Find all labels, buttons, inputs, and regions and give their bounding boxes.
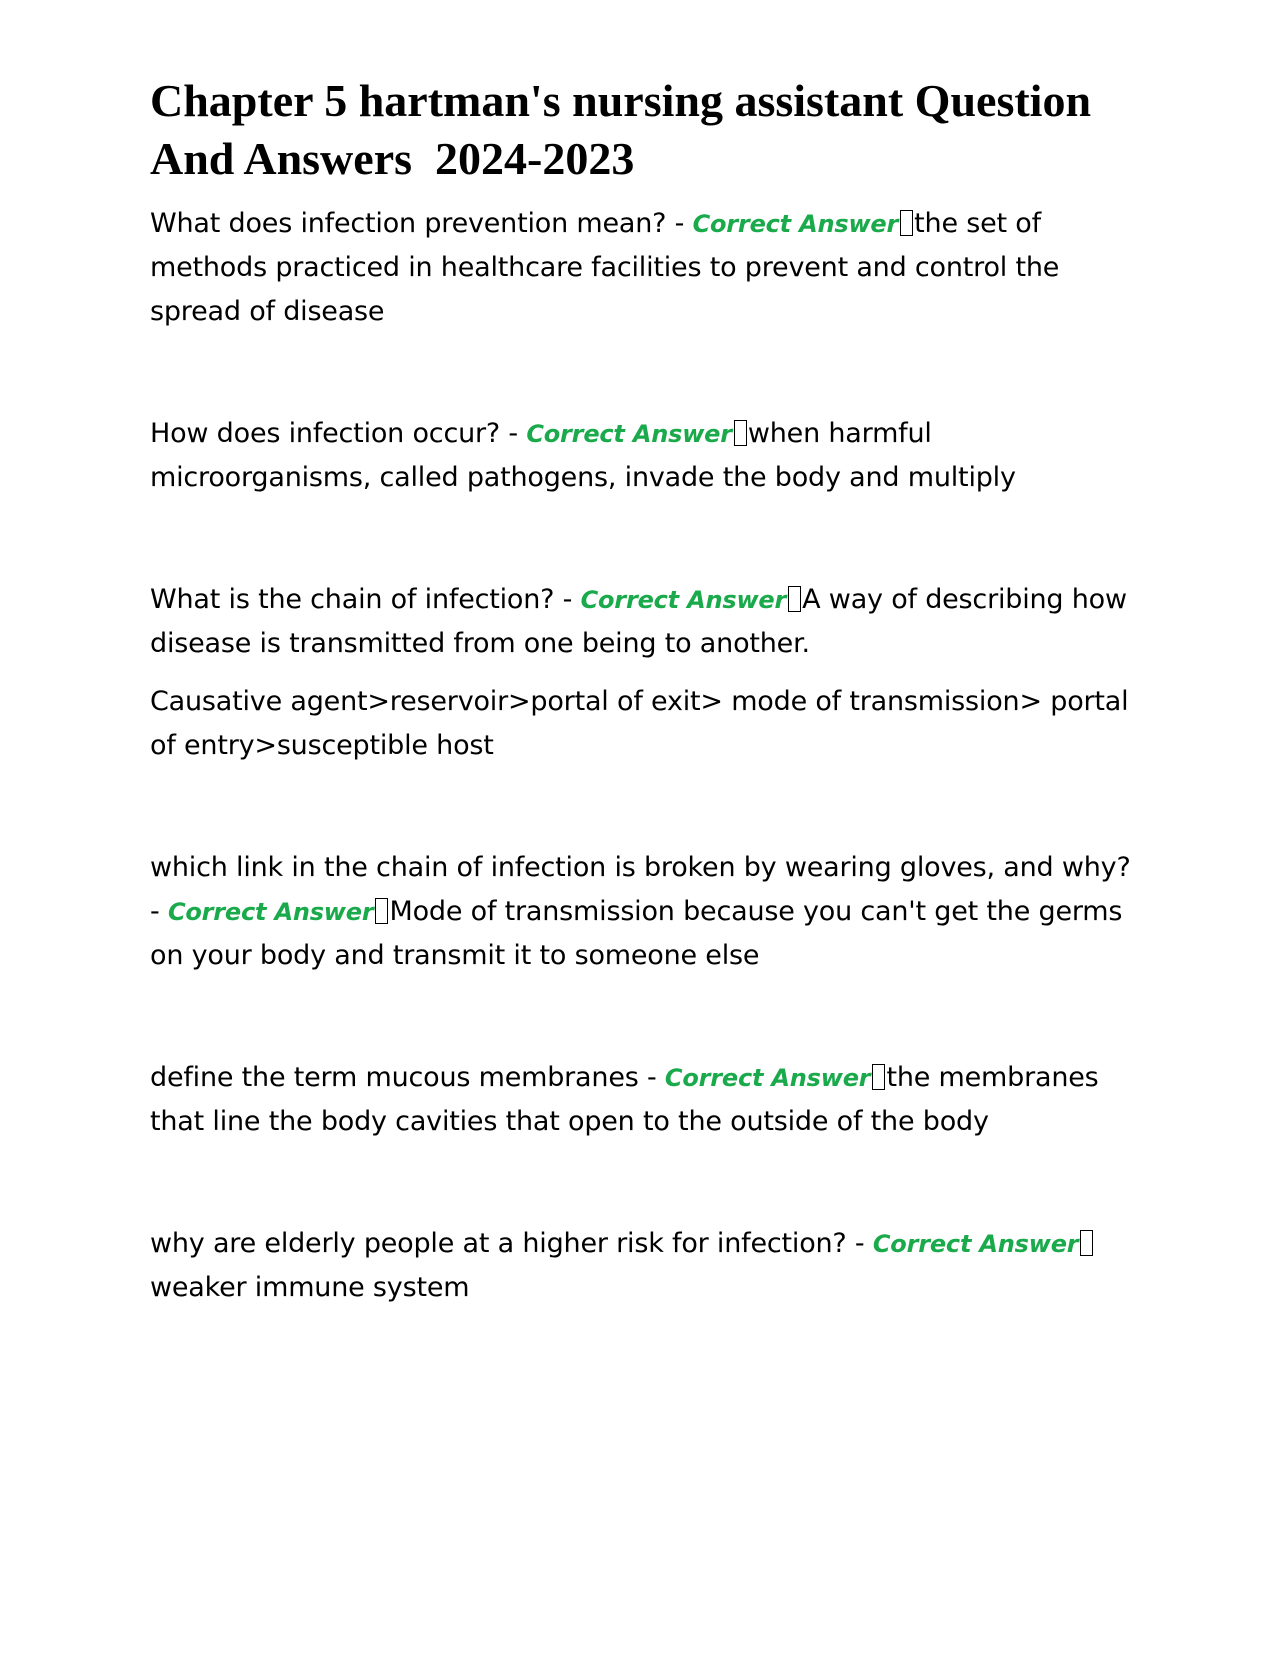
question-text: What does infection prevention mean? - bbox=[150, 208, 693, 239]
question-text: why are elderly people at a higher risk for infection? - bbox=[150, 1228, 873, 1259]
answer-text: when harmful microorganisms, called pathogens, invade the body and multiply bbox=[150, 418, 1016, 493]
missing-glyph-icon bbox=[900, 210, 913, 236]
qa-item bbox=[150, 578, 1140, 666]
question-text: define the term mucous membranes - bbox=[150, 1062, 665, 1093]
answer-continuation: Causative agent>reservoir>portal of exit> mode of transmission> portal of entry>susceptible host bbox=[150, 686, 1129, 761]
correct-answer-label: Correct Answer bbox=[664, 1064, 871, 1092]
correct-answer-label: Correct Answer bbox=[580, 586, 787, 614]
question-text: How does infection occur? - bbox=[150, 418, 527, 449]
correct-answer-label: Correct Answer bbox=[167, 898, 374, 926]
missing-glyph-icon bbox=[375, 898, 388, 924]
correct-answer-label: Correct Answer bbox=[872, 1230, 1079, 1258]
question-text: which link in the chain of infection is broken by wearing gloves, and why? - bbox=[150, 852, 1131, 927]
correct-answer-label: Correct Answer bbox=[692, 210, 899, 238]
answer-text: weaker immune system bbox=[150, 1272, 470, 1303]
answer-text: Mode of transmission because you can't get the germs on your body and transmit it to someone else bbox=[150, 896, 1123, 971]
correct-answer-label: Correct Answer bbox=[526, 420, 732, 448]
question-text: What is the chain of infection? - bbox=[150, 584, 581, 615]
qa-item bbox=[150, 202, 1140, 334]
answer-text: A way of describing how disease is transmitted from one being to another. bbox=[150, 584, 1127, 659]
document-title: Chapter 5 hartman's nursing assistant Question And Answers 2024-2023 bbox=[150, 75, 1100, 184]
qa-item bbox=[150, 846, 1140, 978]
missing-glyph-icon bbox=[1080, 1230, 1093, 1256]
missing-glyph-icon bbox=[734, 420, 747, 446]
missing-glyph-icon bbox=[788, 586, 801, 612]
answer-text: the membranes that line the body cavities that open to the outside of the body bbox=[150, 1062, 1099, 1137]
document-page bbox=[150, 72, 1140, 1310]
qa-item bbox=[150, 1056, 1140, 1144]
qa-item bbox=[150, 412, 1140, 500]
missing-glyph-icon bbox=[872, 1064, 885, 1090]
qa-item bbox=[150, 1222, 1140, 1310]
answer-text: the set of methods practiced in healthcare facilities to prevent and control the spread of disease bbox=[150, 208, 1060, 327]
